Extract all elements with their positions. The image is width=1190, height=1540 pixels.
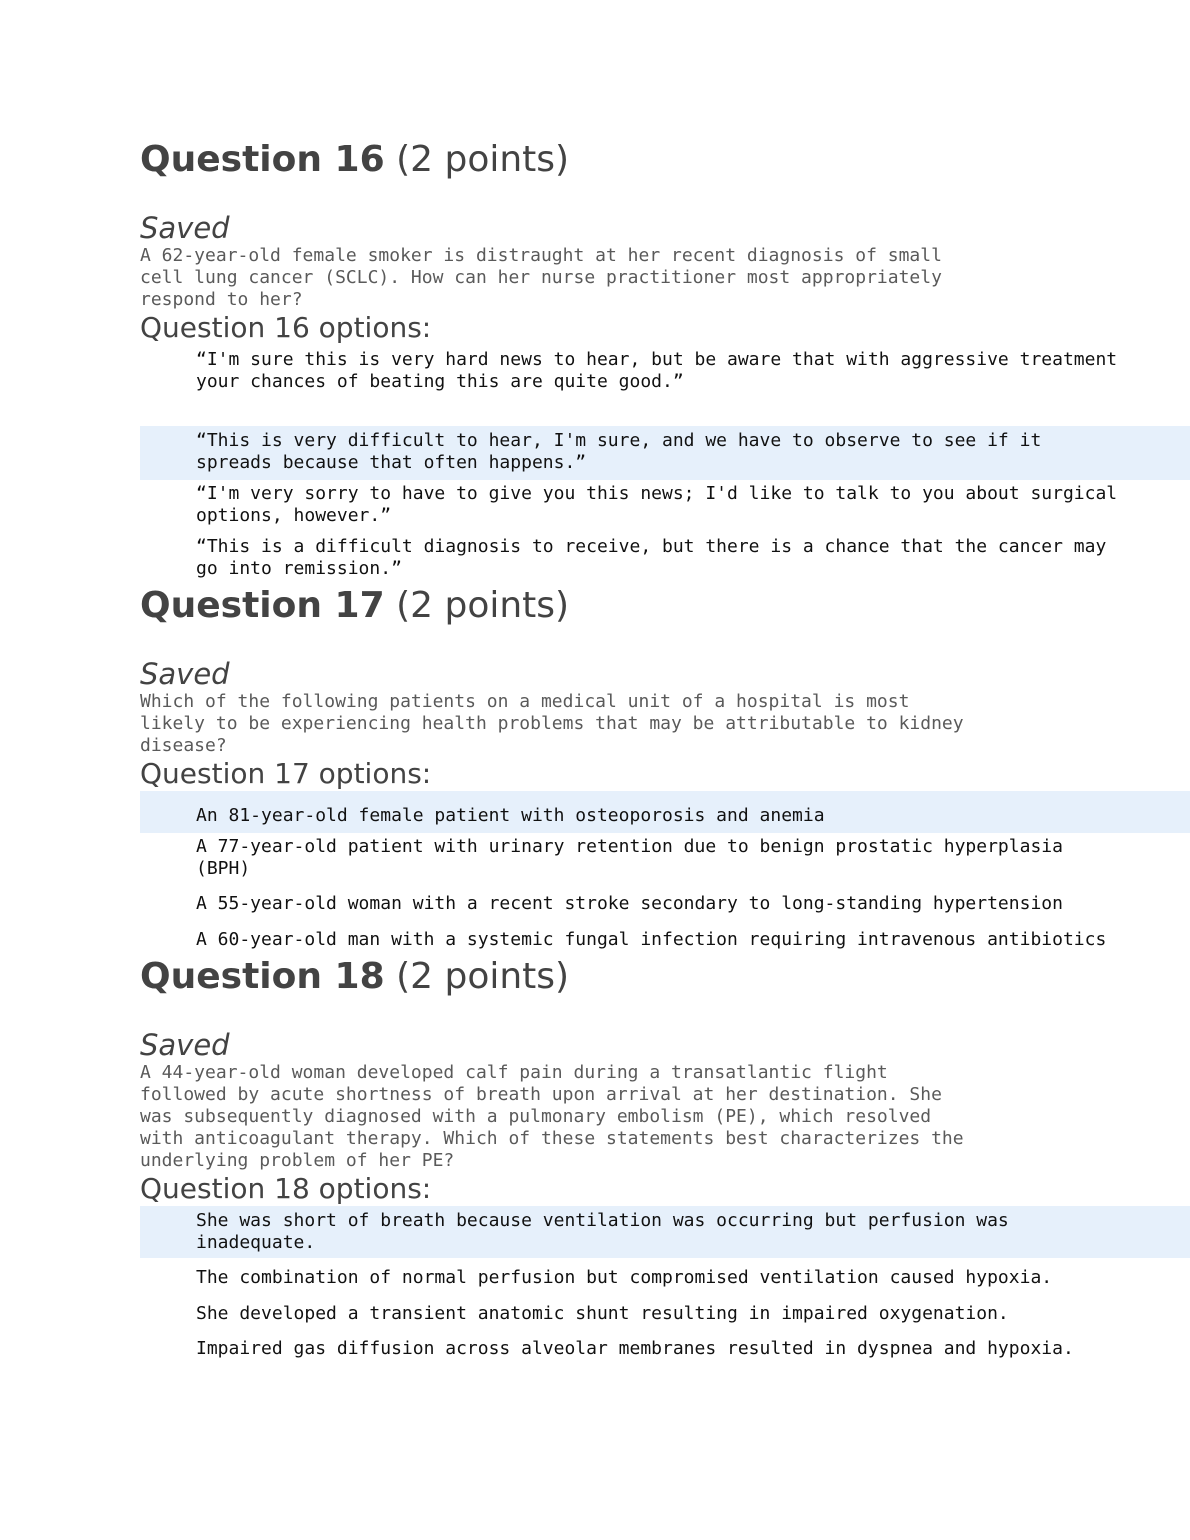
question-18-option-2[interactable]: The combination of normal perfusion but compromised ventilation caused hypoxia. <box>196 1267 1053 1288</box>
question-title: Question 18 <box>140 956 385 997</box>
question-title: Question 17 <box>140 585 385 626</box>
question-16-option-4[interactable]: “This is a difficult diagnosis to receive, but there is a chance that the cancer may go into remission.” <box>196 536 1107 579</box>
question-17-option-1-selected[interactable]: An 81-year-old female patient with osteoporosis and anemia <box>140 791 1190 833</box>
question-17-prompt: Which of the following patients on a medical unit of a hospital is most likely to be experiencing health problems that may be attributable to kidney disease? <box>140 691 964 756</box>
question-18-option-4[interactable]: Impaired gas diffusion across alveolar membranes resulted in dyspnea and hypoxia. <box>196 1338 1074 1359</box>
question-17-option-3[interactable]: A 55-year-old woman with a recent stroke secondary to long-standing hypertension <box>196 893 1063 914</box>
question-17-options-label: Question 17 options: <box>140 757 432 790</box>
question-17-option-2[interactable]: A 77-year-old patient with urinary retention due to benign prostatic hyperplasia (BPH) <box>196 836 1063 879</box>
question-16-option-3[interactable]: “I'm very sorry to have to give you this news; I'd like to talk to you about surgical options, however.” <box>196 483 1118 526</box>
question-points: (2 points) <box>396 585 570 626</box>
question-16-heading <box>140 139 569 181</box>
question-18-options-label: Question 18 options: <box>140 1172 432 1205</box>
saved-status: Saved <box>140 211 230 245</box>
saved-status: Saved <box>140 1028 230 1062</box>
question-16-option-2-selected[interactable]: “This is very difficult to hear, I'm sure, and we have to observe to see if it spreads because that often happens.” <box>140 426 1190 480</box>
question-16-options-label: Question 16 options: <box>140 311 432 344</box>
question-17-heading <box>140 585 569 627</box>
question-points: (2 points) <box>396 139 570 180</box>
question-16-prompt: A 62-year-old female smoker is distraught at her recent diagnosis of small cell lung cancer (SCLC). How can her nurse practitioner most appropriately respond to her? <box>140 245 942 310</box>
question-17-option-4[interactable]: A 60-year-old man with a systemic fungal infection requiring intravenous antibiotics <box>196 929 1107 950</box>
question-18-prompt: A 44-year-old woman developed calf pain during a transatlantic flight followed by acute shortness of breath upon arrival at her destination. She was subsequently diagnosed with a pulmonary embolism (PE), which resolved with anticoagulant therapy. Which of these statements best characterizes the underlying problem of her PE? <box>140 1062 964 1171</box>
question-18-option-1-selected[interactable]: She was short of breath because ventilation was occurring but perfusion was inadequate. <box>140 1206 1190 1258</box>
question-18-heading <box>140 956 569 998</box>
question-title: Question 16 <box>140 139 385 180</box>
question-points: (2 points) <box>396 956 570 997</box>
question-18-option-3[interactable]: She developed a transient anatomic shunt resulting in impaired oxygenation. <box>196 1303 1009 1324</box>
question-16-option-1[interactable]: “I'm sure this is very hard news to hear, but be aware that with aggressive treatment your chances of beating this are quite good.” <box>196 349 1118 392</box>
saved-status: Saved <box>140 657 230 691</box>
